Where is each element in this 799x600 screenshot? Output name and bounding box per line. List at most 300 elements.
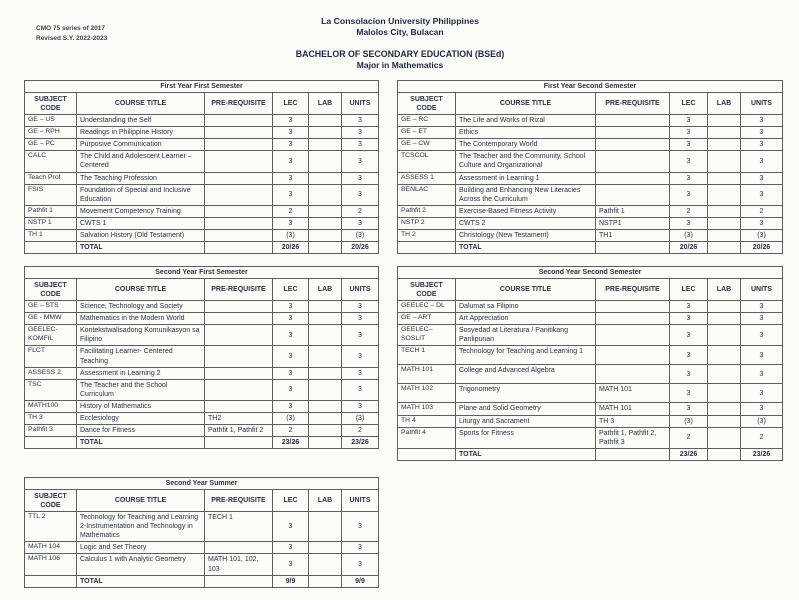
cell-text: MATH100 (28, 401, 59, 409)
lec-cell (273, 205, 309, 217)
prerequisite-cell (596, 139, 670, 151)
cell-text: GE – CW (401, 140, 430, 148)
course-row (25, 217, 379, 229)
lab-cell (708, 139, 741, 151)
course-row (25, 413, 379, 425)
total-label-cell: TOTAL (456, 242, 596, 254)
column-header: UNITS (342, 490, 379, 512)
cell-text: (3) (684, 232, 693, 240)
course-title-cell (456, 313, 596, 325)
column-header: LAB (309, 93, 342, 115)
cell-text: 2 (358, 427, 362, 435)
cell-text: 3 (686, 331, 691, 339)
cell-text: 3 (759, 157, 764, 165)
course-title-cell (456, 384, 596, 403)
units-cell (741, 230, 783, 242)
cell-text: 3 (358, 315, 362, 323)
column-header: LAB (309, 490, 342, 512)
prerequisite-cell (596, 313, 670, 325)
lab-cell (309, 512, 342, 542)
prerequisite-cell (596, 346, 670, 365)
units-cell (741, 415, 783, 427)
course-row (25, 542, 379, 554)
course-row (398, 184, 783, 205)
cell-text: TH1 (599, 232, 613, 240)
lab-cell (309, 413, 342, 425)
course-title-cell (77, 346, 205, 367)
prerequisite-cell (596, 325, 670, 346)
table-first-year-first-semester (24, 80, 378, 254)
lec-cell (670, 115, 708, 127)
table-title-row (25, 478, 379, 490)
cell-text: College and Advanced Algebra (459, 367, 555, 375)
cell-text: TECH 1 (208, 514, 233, 522)
course-row (398, 172, 783, 184)
lab-cell (708, 230, 741, 242)
subject-code-cell (25, 542, 77, 554)
units-cell (342, 184, 379, 205)
cell-text: 3 (288, 129, 293, 137)
subject-code-cell (398, 115, 456, 127)
cell-text: 3 (686, 315, 691, 323)
lab-cell (708, 301, 741, 313)
prerequisite-cell (205, 554, 273, 575)
cell-text: MATH 101, 102, 103 (208, 556, 259, 573)
cell-text: (3) (757, 232, 766, 240)
course-title-cell (77, 184, 205, 205)
prerequisite-cell (596, 151, 670, 172)
units-cell (342, 139, 379, 151)
cell-text: 3 (288, 219, 293, 227)
column-header: LEC (273, 93, 309, 115)
column-header: PRE-REQUISITE (596, 93, 670, 115)
lab-cell (309, 425, 342, 437)
prerequisite-cell (205, 575, 273, 587)
total-row (398, 242, 783, 254)
course-row (25, 325, 379, 346)
cell-text: 3 (358, 141, 362, 149)
prerequisite-cell (596, 427, 670, 448)
prerequisite-cell (596, 205, 670, 217)
column-header: COURSE TITLE (456, 93, 596, 115)
cell-text: 3 (358, 386, 362, 394)
prerequisite-cell (205, 413, 273, 425)
lec-cell (273, 346, 309, 367)
subject-code-cell (398, 346, 456, 365)
lec-cell (670, 313, 708, 325)
total-row (25, 242, 379, 254)
lec-cell (670, 403, 708, 415)
semester-table (24, 266, 379, 449)
course-row (398, 384, 783, 403)
cell-text: GE – STS (28, 302, 59, 310)
subject-code-cell (398, 151, 456, 172)
cell-text: Dalumat sa Filipino (459, 303, 519, 311)
lab-cell (309, 172, 342, 184)
prerequisite-cell (596, 242, 670, 254)
course-title-cell (77, 205, 205, 217)
units-cell (741, 184, 783, 205)
cell-text: 3 (288, 117, 293, 125)
table-title-row (398, 81, 783, 93)
lec-cell (670, 415, 708, 427)
university-name: La Consolacion University Philippines (321, 16, 479, 26)
lab-cell (708, 325, 741, 346)
lec-cell (273, 184, 309, 205)
cell-text: MATH 102 (401, 385, 433, 393)
cell-text: 3 (759, 303, 764, 311)
lec-cell (273, 325, 309, 346)
total-row (25, 575, 379, 587)
course-title-cell (456, 115, 596, 127)
total-label-cell: TOTAL (456, 448, 596, 460)
cell-text: 3 (686, 141, 691, 149)
cell-text: Building and Enhancing New Literacies Across the Curriculum (459, 186, 581, 203)
prerequisite-cell (205, 379, 273, 400)
cell-text: The Teacher and the Community, School Culture and Organizational (459, 153, 586, 170)
units-cell (342, 425, 379, 437)
cell-text: TH 2 (401, 231, 416, 239)
units-cell (741, 217, 783, 229)
column-header: LAB (309, 279, 342, 301)
lec-cell (670, 139, 708, 151)
lec-cell (670, 184, 708, 205)
course-row (25, 379, 379, 400)
cell-text: (3) (757, 417, 766, 425)
units-cell (342, 115, 379, 127)
column-header: LAB (708, 93, 741, 115)
subject-code-cell (25, 115, 77, 127)
subject-code-cell (25, 242, 77, 254)
cell-text: 3 (759, 351, 764, 359)
course-title-cell (77, 139, 205, 151)
lec-cell (670, 230, 708, 242)
subject-code-cell (398, 365, 456, 384)
subject-code-cell (398, 139, 456, 151)
course-row (398, 346, 783, 365)
column-header: PRE-REQUISITE (205, 490, 273, 512)
prerequisite-cell (596, 115, 670, 127)
lec-cell (670, 301, 708, 313)
cell-text: 3 (288, 315, 293, 323)
prerequisite-cell (205, 301, 273, 313)
lec-cell (273, 313, 309, 325)
subject-code-cell (398, 172, 456, 184)
column-header: SUBJECT CODE (25, 279, 77, 301)
cell-text: Logic and Set Theory (80, 544, 147, 552)
cell-text: 3 (288, 369, 293, 377)
lab-cell (309, 242, 342, 254)
table-title: Second Year Summer (25, 478, 379, 490)
lec-cell (273, 425, 309, 437)
prerequisite-cell (205, 151, 273, 172)
units-cell (741, 139, 783, 151)
course-title-cell (456, 139, 596, 151)
course-row (398, 403, 783, 415)
subject-code-cell (25, 313, 77, 325)
cell-text: 3 (759, 315, 764, 323)
lec-cell (273, 115, 309, 127)
cell-text: 3 (686, 191, 691, 199)
column-header: COURSE TITLE (456, 279, 596, 301)
lab-cell (309, 400, 342, 412)
units-cell (342, 313, 379, 325)
units-cell (741, 172, 783, 184)
course-title-cell (77, 217, 205, 229)
cell-text: Liturgy and Sacrament (459, 417, 530, 425)
cell-text: ASSESS 1 (401, 173, 434, 181)
subject-code-cell (398, 205, 456, 217)
lec-cell (273, 542, 309, 554)
lab-cell (309, 217, 342, 229)
cell-text: 3 (358, 544, 362, 552)
course-row (25, 554, 379, 575)
cell-text: GE – PC (28, 140, 55, 148)
subject-code-cell (398, 415, 456, 427)
cell-text: GEELEC – DL (401, 302, 445, 310)
cell-text: 3 (686, 174, 691, 182)
subject-code-cell (25, 575, 77, 587)
cell-text: Kontekstwalisadong Komunikasyon sa Filipino (80, 327, 200, 344)
cell-text: Pathfit 2 (401, 206, 426, 214)
cell-text: Christology (New Testament) (459, 232, 549, 240)
cell-text: 3 (759, 117, 764, 125)
subject-code-cell (398, 384, 456, 403)
column-header-row (25, 93, 379, 115)
lec-cell (273, 512, 309, 542)
units-cell: 20/26 (342, 242, 379, 254)
subject-code-cell (25, 413, 77, 425)
lec-cell: 23/26 (273, 437, 309, 449)
subject-code-cell (25, 437, 77, 449)
lab-cell (309, 325, 342, 346)
document-header (200, 16, 600, 70)
course-row (25, 425, 379, 437)
cell-text: 3 (288, 353, 293, 361)
cell-text: CALC (28, 152, 47, 160)
lab-cell (708, 448, 741, 460)
lab-cell (309, 230, 342, 242)
units-cell (342, 367, 379, 379)
course-title-cell (77, 313, 205, 325)
cell-text: MATH 101 (599, 405, 632, 413)
table-second-year-first-semester (24, 266, 378, 449)
units-cell (342, 554, 379, 575)
prerequisite-cell (596, 217, 670, 229)
cell-text: 2 (759, 207, 764, 215)
cell-text: Calculus 1 with Analytic Geometry (80, 556, 186, 564)
column-header: UNITS (741, 279, 783, 301)
cell-text: 3 (288, 157, 293, 165)
cell-text: 3 (358, 303, 362, 311)
cell-text: Pathfit 1 (28, 206, 53, 214)
cell-text: GE – ET (401, 128, 428, 136)
course-row (25, 139, 379, 151)
course-title-cell (77, 325, 205, 346)
cell-text: GE – RPH (28, 128, 60, 136)
course-row (398, 313, 783, 325)
course-row (25, 151, 379, 172)
course-row (398, 415, 783, 427)
table-title: Second Year First Semester (25, 267, 379, 279)
units-cell (342, 230, 379, 242)
lec-cell (273, 127, 309, 139)
subject-code-cell (25, 301, 77, 313)
lab-cell (309, 301, 342, 313)
units-cell (741, 346, 783, 365)
course-row (398, 115, 783, 127)
course-row (25, 230, 379, 242)
course-row (398, 151, 783, 172)
lec-cell (273, 139, 309, 151)
cell-text: Pathfit 1 (599, 207, 625, 215)
cell-text: Readings in Philippine History (80, 129, 173, 137)
column-header: LAB (708, 279, 741, 301)
course-row (25, 205, 379, 217)
units-cell (741, 151, 783, 172)
semester-table (397, 80, 783, 254)
cell-text: FSIS (28, 185, 44, 193)
cell-text: Sosyedad at Literatura / Panitikang Panlipunan (459, 327, 568, 344)
units-cell (342, 172, 379, 184)
units-cell (741, 205, 783, 217)
lab-cell (309, 205, 342, 217)
cell-text: 3 (288, 141, 293, 149)
cell-text: Exercise-Based Fitness Activity (459, 207, 557, 215)
course-title-cell (456, 172, 596, 184)
total-row (25, 437, 379, 449)
lec-cell (670, 205, 708, 217)
units-cell (741, 127, 783, 139)
cell-text: Foundation of Special and Inclusive Education (80, 186, 191, 203)
cell-text: 2 (288, 207, 293, 215)
cell-text: FLCT (28, 347, 45, 355)
prerequisite-cell (205, 367, 273, 379)
cell-text: 3 (759, 389, 764, 397)
subject-code-cell (25, 367, 77, 379)
lab-cell (309, 379, 342, 400)
lab-cell (309, 313, 342, 325)
course-title-cell (77, 400, 205, 412)
lab-cell (309, 127, 342, 139)
cell-text: 3 (288, 331, 293, 339)
cell-text: Movement Competency Training (80, 207, 181, 215)
subject-code-cell (398, 325, 456, 346)
column-header: UNITS (342, 279, 379, 301)
course-title-cell (456, 365, 596, 384)
course-title-cell (77, 115, 205, 127)
cell-text: NSTP1 (599, 219, 622, 227)
total-row (398, 448, 783, 460)
lab-cell (309, 554, 342, 575)
cell-text: 3 (759, 141, 764, 149)
column-header: SUBJECT CODE (398, 93, 456, 115)
cell-text: 3 (686, 370, 691, 378)
total-label-cell: TOTAL (77, 437, 205, 449)
cell-text: Assessment in Learning 1 (459, 174, 540, 182)
course-title-cell (77, 425, 205, 437)
cell-text: 2 (686, 434, 691, 442)
units-cell (342, 127, 379, 139)
cell-text: 3 (358, 174, 362, 182)
subject-code-cell (25, 325, 77, 346)
cell-text: TECH 1 (401, 347, 426, 355)
units-cell: 20/26 (741, 242, 783, 254)
cell-text: 3 (288, 402, 293, 410)
table-title: First Year First Semester (25, 81, 379, 93)
prerequisite-cell (596, 127, 670, 139)
course-title-cell (77, 379, 205, 400)
table-title: First Year Second Semester (398, 81, 783, 93)
cell-text: 3 (686, 303, 691, 311)
prerequisite-cell (205, 542, 273, 554)
units-cell: 23/26 (741, 448, 783, 460)
cell-text: 3 (686, 219, 691, 227)
cell-text: GEELEC–SOSLIT (401, 326, 433, 343)
cell-text: MATH 103 (401, 404, 433, 412)
lab-cell (708, 127, 741, 139)
prerequisite-cell (205, 400, 273, 412)
units-cell: 9/9 (342, 575, 379, 587)
cell-text: (3) (355, 415, 365, 423)
subject-code-cell (398, 230, 456, 242)
cell-text: NSTP 2 (401, 218, 425, 226)
prerequisite-cell (205, 139, 273, 151)
cell-text: 2 (759, 434, 764, 442)
course-row (25, 115, 379, 127)
units-cell (342, 205, 379, 217)
university-city: Malolos City, Bulacan (356, 27, 444, 37)
lec-cell (670, 127, 708, 139)
course-title-cell (456, 301, 596, 313)
cell-text: Teach Prof (28, 173, 61, 181)
cell-text: 3 (759, 129, 764, 137)
table-title-row (398, 267, 783, 279)
cell-text: Trigonometry (459, 386, 500, 394)
lab-cell (708, 172, 741, 184)
lab-cell (708, 217, 741, 229)
prerequisite-cell (596, 230, 670, 242)
cell-text: 2 (358, 207, 362, 215)
cell-text: 3 (288, 191, 293, 199)
cmo-note (36, 24, 107, 45)
course-row (398, 217, 783, 229)
cell-text: 3 (759, 370, 764, 378)
column-header: UNITS (741, 93, 783, 115)
prerequisite-cell (205, 242, 273, 254)
subject-code-cell (398, 217, 456, 229)
subject-code-cell (398, 127, 456, 139)
lab-cell (309, 437, 342, 449)
cell-text: 3 (358, 331, 362, 339)
course-row (25, 301, 379, 313)
units-cell (741, 313, 783, 325)
course-row (25, 367, 379, 379)
lec-cell: 9/9 (273, 575, 309, 587)
prerequisite-cell (205, 127, 273, 139)
subject-code-cell (25, 151, 77, 172)
course-title-cell (456, 427, 596, 448)
prerequisite-cell (205, 205, 273, 217)
column-header: LEC (670, 279, 708, 301)
lab-cell (708, 427, 741, 448)
units-cell (342, 346, 379, 367)
course-row (398, 301, 783, 313)
cell-text: The Child and Adolescent Learner – Centered (80, 153, 192, 170)
course-title-cell (456, 230, 596, 242)
cell-text: GE – US (28, 116, 55, 124)
cell-text: Pathfit 1, Pathfit 2, Pathfit 3 (599, 429, 657, 446)
